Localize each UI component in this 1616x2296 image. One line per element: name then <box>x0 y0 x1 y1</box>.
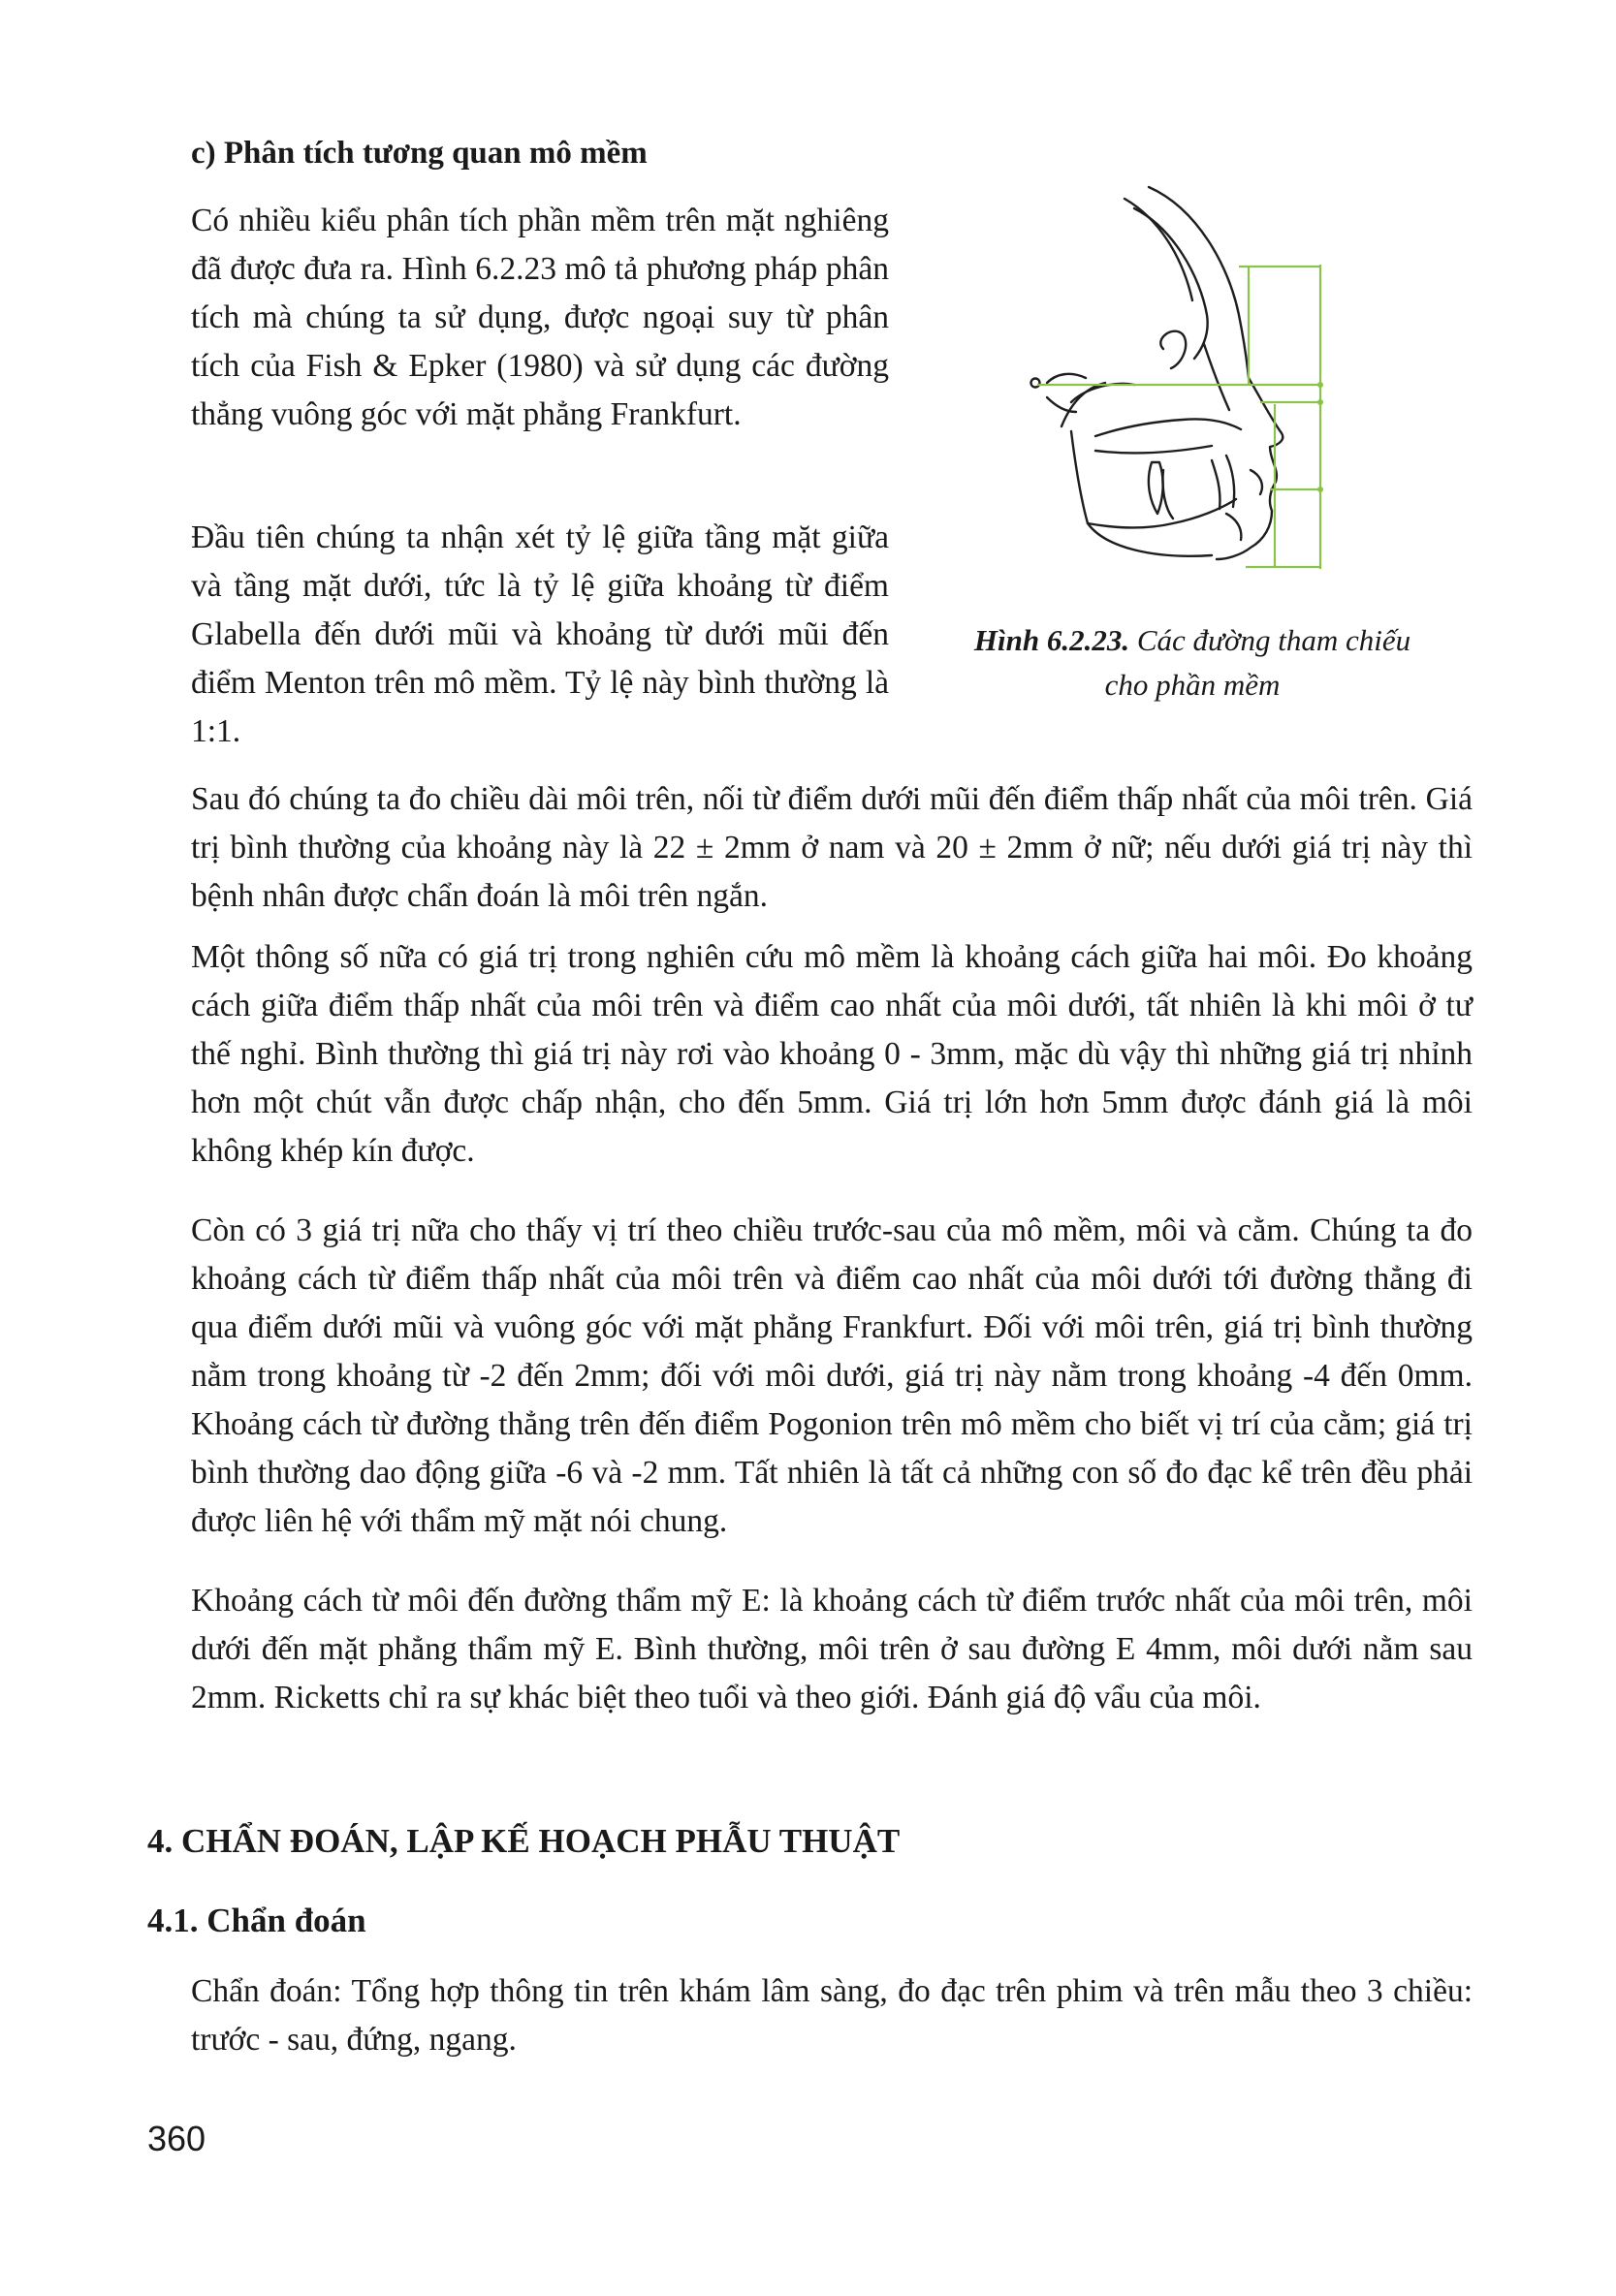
section-4-heading: 4. CHẨN ĐOÁN, LẬP KẾ HOẠCH PHẪU THUẬT <box>147 1822 901 1860</box>
paragraph-diagnosis: Chẩn đoán: Tổng hợp thông tin trên khám lâm sàng, đo đạc trên phim và trên mẫu theo 3 chiều: trước - sau, đứng, ngang. <box>191 1973 1473 2058</box>
soft-tissue-profile-figure <box>979 179 1357 586</box>
page-number: 360 <box>147 2119 206 2158</box>
paragraph-intro: Có nhiều kiểu phân tích phần mềm trên mặt nghiêng đã được đưa ra. Hình 6.2.23 mô tả phương pháp phân tích mà chúng ta sử dụng, được ngoại suy từ phân tích của Fish & Epker (1980) và sử dụng các đường thẳng vuông góc với mặt phẳng Frankfurt. <box>191 203 889 432</box>
paragraph-upper-lip-length: Sau đó chúng ta đo chiều dài môi trên, nối từ điểm dưới mũi đến điểm thấp nhất của môi trên. Giá trị bình thường của khoảng này là 22 ± 2mm ở nam và 20 ± 2mm ở nữ; nếu dưới giá trị này thì bệnh nhân được chẩn đoán là môi trên ngắn. <box>191 781 1473 914</box>
figure-label: Hình 6.2.23. <box>973 623 1130 657</box>
figure-caption-line1: Các đường tham chiếu <box>1129 623 1411 657</box>
paragraph-anteroposterior: Còn có 3 giá trị nữa cho thấy vị trí theo chiều trước-sau của mô mềm, môi và cằm. Chúng ta đo khoảng cách từ điểm thấp nhất của môi trên và điểm cao nhất của môi dưới tới đường thẳng đi qua điểm dưới mũi và vuông góc với mặt phẳng Frankfurt. Đối với môi trên, giá trị bình thường nằm trong khoảng từ -2 đến 2mm; đối với môi dưới, giá trị này nằm trong khoảng -4 đến 0mm. Khoảng cách từ đường thẳng trên đến điểm Pogonion trên mô mềm cho biết vị trí của cằm; giá trị bình thường dao động giữa -6 và -2 mm. Tất nhiên là tất cả những con số đo đạc kể trên đều phải được liên hệ với thẩm mỹ mặt nói chung. <box>191 1212 1473 1539</box>
paragraph-e-line: Khoảng cách từ môi đến đường thẩm mỹ E: là khoảng cách từ điểm trước nhất của môi trên, môi dưới đến mặt phẳng thẩm mỹ E. Bình thường, môi trên ở sau đường E 4mm, môi dưới nằm sau 2mm. Ricketts chỉ ra sự khác biệt theo tuổi và theo giới. Đánh giá độ vẩu của môi. <box>191 1583 1473 1715</box>
section-4-1-heading: 4.1. Chẩn đoán <box>147 1902 366 1939</box>
paragraph-ratio: Đầu tiên chúng ta nhận xét tỷ lệ giữa tầng mặt giữa và tầng mặt dưới, tức là tỷ lệ giữa khoảng từ điểm Glabella đến dưới mũi và khoảng từ dưới mũi đến điểm Menton trên mô mềm. Tỷ lệ này bình thường là 1:1. <box>191 519 889 749</box>
paragraph-interlabial-gap: Một thông số nữa có giá trị trong nghiên cứu mô mềm là khoảng cách giữa hai môi. Đo khoảng cách giữa điểm thấp nhất của môi trên và điểm cao nhất của môi dưới, tất nhiên là khi môi ở tư thế nghỉ. Bình thường thì giá trị này rơi vào khoảng 0 - 3mm, mặc dù vậy thì những giá trị nhỉnh hơn một chút vẫn được chấp nhận, cho đến 5mm. Giá trị lớn hơn 5mm được đánh giá là môi không khép kín được. <box>191 939 1473 1169</box>
figure-caption-line2: cho phần mềm <box>1104 668 1281 702</box>
section-c-heading: c) Phân tích tương quan mô mềm <box>191 136 648 171</box>
figure-caption <box>921 618 1464 708</box>
